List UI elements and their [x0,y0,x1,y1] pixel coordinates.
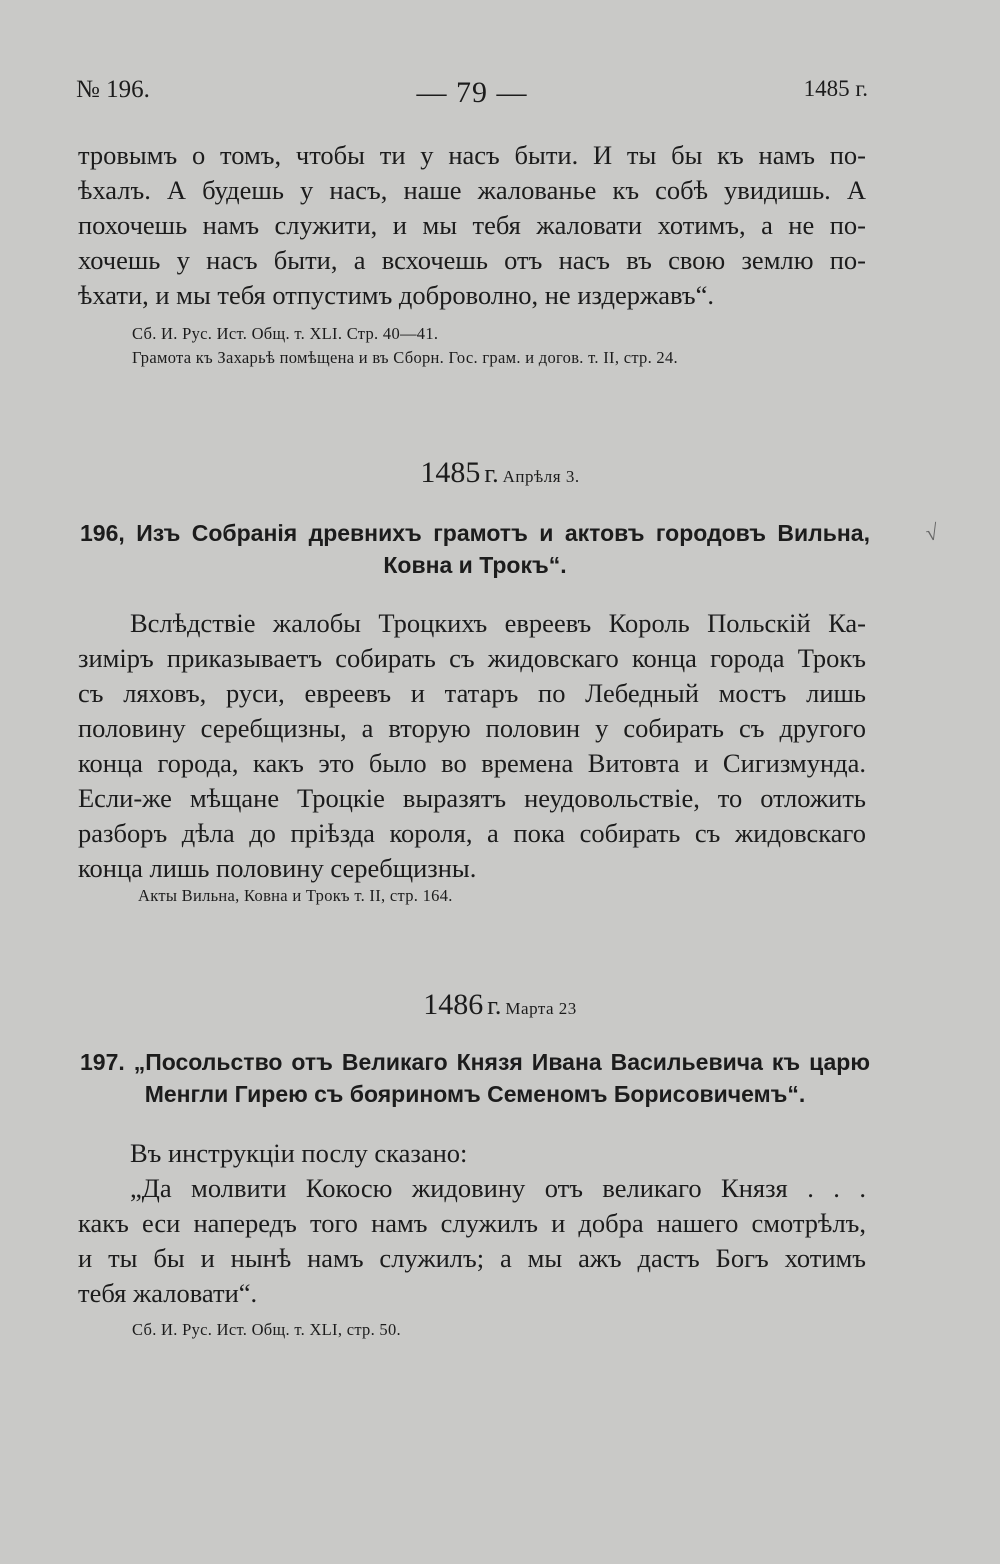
citation-block [138,884,453,908]
paragraph-line: конца города, какъ это было во времена Витовта и Сигизмунда. [78,748,866,778]
citation-block [132,1318,401,1342]
paragraph-line: ѣхати, и мы тебя отпустимъ доброволно, не издержавъ“. [78,280,714,310]
entry-date [0,988,1000,1022]
citation: Сб. И. Рус. Ист. Общ. т. XLI. Стр. 40—41. [132,324,439,343]
paragraph-line: съ ляховъ, руси, евреевъ и татаръ по Лебедный мостъ лишь [78,678,866,708]
paragraph-line: ѣхалъ. А будешь у насъ, наше жалованье къ собѣ увидишь. А [78,175,866,205]
date-g: г. [484,459,499,488]
entry-title [80,517,870,581]
top-paragraph [78,138,866,313]
paragraph-line: тебя жаловати“. [78,1278,258,1308]
entry-paragraph [78,606,866,886]
entry-date [0,456,1000,490]
citation: Грамота къ Захарьѣ помѣщена и въ Сборн. Гос. грам. и догов. т. II, стр. 24. [132,348,678,367]
date-year: 1485 [420,456,481,489]
paragraph-line: Вслѣдствіе жалобы Троцкихъ евреевъ Король Польскій Ка- [130,608,866,638]
page-header [76,76,868,116]
paragraph-line: „Да молвити Кокосю жидовину отъ великаго Князя . . . [130,1173,866,1203]
title-line: Менгли Гирею съ бояриномъ Семеномъ Борисовичемъ“. [144,1081,806,1107]
title-line: Ковна и Трокъ“. [383,552,567,578]
paragraph-line: хочешь у насъ быти, а всхочешь отъ насъ въ свою землю по- [78,245,866,275]
header-year: 1485 г. [803,76,868,101]
paragraph-line: зиміръ приказываетъ собирать съ жидовскаго конца города Трокъ [78,643,866,673]
entry-title [80,1046,870,1110]
title-line: 197. „Посольство отъ Великаго Князя Ивана Васильевича къ царю [80,1049,870,1075]
paragraph-line: и ты бы и нынѣ намъ служилъ; а мы ажъ дастъ Богъ хотимъ [78,1243,866,1273]
paragraph-line: разборъ дѣла до пріѣзда короля, а пока собирать съ жидовскаго [78,818,866,848]
citation-block [132,322,678,370]
paragraph-line: какъ еси напередъ того намъ служилъ и добра нашего смотрѣлъ, [78,1208,866,1238]
paragraph-line: Въ инструкціи послу сказано: [130,1138,468,1168]
entry-paragraph [78,1136,866,1311]
margin-check-mark: √ [923,519,941,546]
date-year: 1486 [423,988,484,1021]
paragraph-line: конца лишь половину серебщизны. [78,853,477,883]
document-number: № 196. [76,76,150,103]
date-day: Апрѣля 3. [502,467,580,486]
citation: Акты Вильна, Ковна и Трокъ т. II, стр. 164. [138,886,453,905]
page-number: — 79 — [416,76,528,109]
date-g: г. [487,991,502,1020]
date-day: Марта 23 [505,999,577,1018]
paragraph-line: тровымъ о томъ, чтобы ти у насъ быти. И ты бы къ намъ по- [78,140,866,170]
paragraph-line: половину серебщизны, а вторую половин у собирать съ другого [78,713,866,743]
paragraph-line: похочешь намъ служити, и мы тебя жаловати хотимъ, а не по- [78,210,866,240]
paragraph-line: Если-же мѣщане Троцкіе выразятъ неудовольствіе, то отложить [78,783,866,813]
title-line: 196, Изъ Собранія древнихъ грамотъ и актовъ городовъ Вильна, [80,520,870,546]
citation: Сб. И. Рус. Ист. Общ. т. XLI, стр. 50. [132,1320,401,1339]
